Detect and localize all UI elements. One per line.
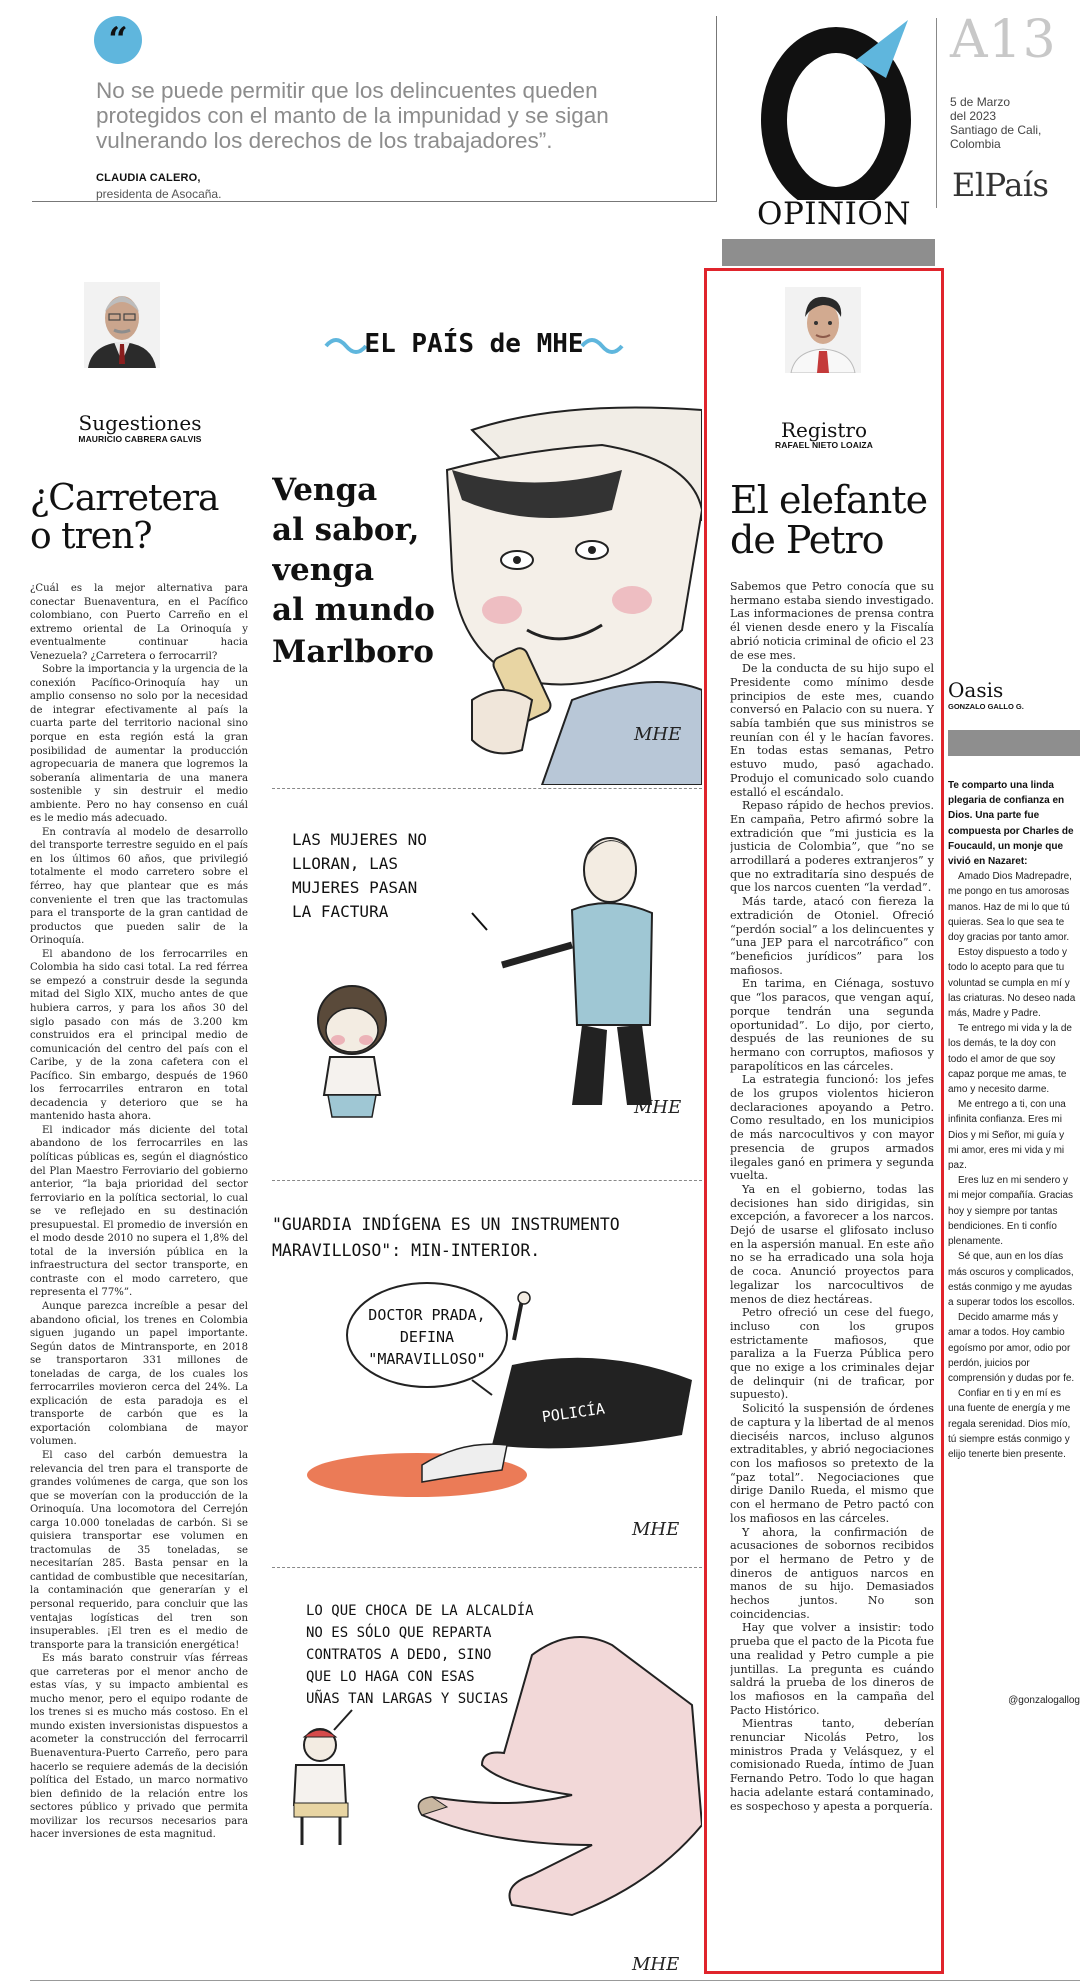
cartoon-caption-line1: Venga	[272, 472, 378, 508]
featured-quote	[32, 16, 717, 202]
cartoon-caption-line4: al mundo	[272, 592, 435, 628]
cartoon4-speech-line3: CONTRATOS A DEDO, SINO	[306, 1647, 492, 1663]
column-section-sugestiones: Sugestiones	[78, 411, 202, 435]
column-byline-rafael: RAFAEL NIETO LOAIZA	[775, 440, 873, 450]
header-divider-bar	[722, 239, 935, 266]
column-section-registro: Registro	[781, 418, 867, 442]
cartoon3-caption-line1: "GUARDIA INDÍGENA ES UN INSTRUMENTO	[272, 1215, 620, 1234]
article-headline-elefante: El elefante de Petro	[730, 478, 928, 562]
author-portrait-rafael	[785, 287, 861, 373]
header-vertical-rule	[936, 18, 937, 208]
cartoon3-caption-line2: MARAVILLOSO": MIN-INTERIOR.	[272, 1241, 541, 1260]
cartoon3-speech-line2: DEFINA	[399, 1328, 455, 1346]
cartoon-divider	[272, 1180, 702, 1181]
cartoon-title-text: EL PAÍS de MHE	[364, 329, 584, 359]
cartoon-divider	[272, 788, 702, 789]
quote-author: CLAUDIA CALERO,	[96, 172, 201, 184]
article-body-elefante: Sabemos que Petro conocía que su hermano estaba siendo investigado. Las informaciones de prensa contra él vienen desde enero y la Fiscalía abrió noticia criminal de oficio el 23 de ese mes. De la conducta de su hijo supo el Presidente como mínimo desde principios de este mes, cuando conversó en Palacio con su nuera. Y sabía también que sus ministros se reunían con él y le hacían favores. En todas estas semanas, Petro estuvo mudo, pasó agachado. Produjo el comunicado solo cuando estalló el escándalo. Repaso rápido de hechos previos. En campaña, Petro afirmó sobre la extradición que “mi justicia es la justicia de Colombia”, que “no se arrodillará a poderes extranjeros” y que no extraditaría sino después de que los narcos cuenten “la verdad”. Más tarde, atacó con fiereza la extradición de Otoniel. Ofreció “perdón social” a los delincuentes y “una JEP para el narcotráfico” con “beneficios jurídicos” para los mafiosos. En tarima, en Ciénaga, sostuvo que “los paracos, que vengan aquí, porque tendrán una segunda oportunidad”. Lo dijo, por cierto, después de las reuniones de su hermano con corruptos, mafiosos y parapolíticos en las cárceles. La estrategia funcionó: los jefes de los grupos violentos hicieron declaraciones apoyando a Petro. Como resultado, en los municipios de más narcocultivos y con mayor presencia de grupos armados ilegales ganó en primera y segunda vuelta. Ya en el gobierno, todas las decisiones han sido dirigidas, sin excepción, a favorecer a los narcos. Dejó de usarse el glifosato incluso en la aspersión manual. En este año no se ha erradicado una sola hoja de coca. Anunció proyectos para legalizar los narcocultivos de menos de diez hectáreas. Petro ofreció un cese del fuego, incluso con los grupos estrictamente mafiosos, que paraliza a la Fuerza Pública pero que no exige a los criminales dejar de delinquir (ni de traficar, por supuesto). Solicitó la suspensión de órdenes de captura y la libertad de al menos dieciséis narcos, incluso algunos extraditables, y abrió negociaciones con los mafiosos so pretexto de la “paz total”. Negociaciones que dirige Danilo Rueda, el mismo que con el hermano de Petro pactó con los mafiosos en las cárceles. Y ahora, la confirmación de acusaciones de sobornos recibidos por el hermano de Petro y de dineros de antiguos narcos en manos de su hijo. Demasiados hechos juntos. No son coincidencias. Hay que volver a insistir: todo prueba que el pacto de la Picota fue una realidad y Petro cumple a pie juntillas. La pregunta es cuándo saldrá la prueba de los dineros de los mafiosos en la campaña del Pacto Histórico. Mientras tanto, deberían renunciar Nicolás Petro, los ministros Prada y Velásquez, y el comisionado Rueda, íntimo de Juan Fernando Petro. Todo lo que hagan hacia adelante estará contaminado, es sospechoso y apesta a porquería.	[730, 580, 934, 1813]
cartoon4-signature: MHE	[632, 1954, 680, 1975]
cartoon2-speech-line1: LAS MUJERES NO	[292, 830, 427, 849]
article-body-carretera: ¿Cuál es la mejor alternativa para conectar Buenaventura, en el Pacífico colombiano, con Puerto Carreño en el extremo oriental de La Orinoquía y eventualmente continuar hacia Venezuela? ¿Carretera o ferrocarril? Sobre la importancia y la urgencia de la conexión Pacífico-Orinoquía hay un amplio consenso no solo por la necesidad de integrar efectivamente al país la cuarta parte del territorio nacional sino porque en esta región está la gran posibilidad de aumentar la producción agropecuaria de manera que logremos la soberanía alimentaria de una manera sostenible y sin destruir el medio ambiente. Pero no hay consenso en cuál es le medio más adecuado. En contravía al modelo de desarrollo del transporte terrestre seguido en el país en los últimos 60 años, que privilegió totalmente el modo carretero sobre el férreo, hay que plantear que es más conveniente el tren que las tractomulas para el transporte de la gran cantidad de productos que pueden salir de la Orinoquía. El abandono de los ferrocarriles en Colombia ha sido casi total. La red férrea se empezó a construir desde la segunda mitad del Siglo XIX, mucho antes de que hubiera carros, y para los años 30 del siglo pasado con más de 3.200 km construidos era el principal medio de comunicación del centro del país con el Caribe, y de la zona cafetera con el Pacífico. Sin embargo, después de 1960 los ferrocarriles entraron en total decadencia y deterioro que se ha mantenido hasta ahora. El indicador más diciente del total abandono de los ferrocarriles en las políticas públicas es, según el diagnóstico del Plan Maestro Ferroviario del gobierno anterior, “la baja prioridad del sector ferroviario en la política sectorial, lo cual se ve reflejado en su destinación presupuestal. El promedio de inversión en el modo desde 2010 no supera el 1,8% del total de la inversión pública en la infraestructura del sector transporte, en contraste con el modo carretero, que representa el 77%”. Aunque parezca increíble a pesar del abandono oficial, los trenes en Colombia siguen jugando un papel importante. Según datos de Mintransporte, en 2018 se transportaron 331 millones de toneladas de carga, de los cuales los ferrocarriles movieron cerca del 24%. La explicación de esta paradoja es el transporte de carbón que es la exportación colombiana de mayor volumen. El caso del carbón demuestra la relevancia del tren para el transporte de grandes volúmenes de carga, que son los que se moverían con la producción de la Orinoquía. Una locomotora del Cerrejón carga 10.000 toneladas de carbón. Si se quisiera transportar ese volumen en tractomulas de 35 toneladas, se necesitarían 285. Basta pensar en la cantidad de combustible que necesitarían, la contaminación que generarían y el personal requerido, para concluir que las ventajas logísticas del tren son insuperables. ¡El tren es el medio de transporte para la transición energética! Es más barato construir vías férreas que carreteras por el menor ancho de estas vías, y su impacto ambiental es mucho menor, pero el equipo rodante de los trenes si es mucho más costoso. En el mundo existen inversionistas dispuestos a acometer la construcción del ferrocarril Buenaventura-Puerto Carreño, pero para hacerlo se requiere además de la decisión política del Estado, un marco normativo bien definido de la relación entre los sectores público y privado que permita movilizar los recursos necesarios para hacer inversiones de esta magnitud.	[30, 583, 248, 1841]
wave-right-icon	[582, 340, 622, 352]
opinion-o-icon	[736, 20, 936, 200]
column-byline-gonzalo: GONZALO GALLO G.	[948, 702, 1024, 711]
section-title: OPINIÓN	[757, 196, 911, 232]
author-portrait-mauricio	[84, 282, 160, 368]
oasis-author-handle: @gonzalogallog	[1008, 1695, 1080, 1706]
cartoon3-speech-line1: DOCTOR PRADA,	[368, 1306, 486, 1324]
quote-text: No se puede permitir que los delincuentes queden protegidos con el manto de la impunidad y se sigan vulnerando los derechos de los trabajadores”.	[96, 78, 609, 153]
column-section-oasis: Oasis	[948, 678, 1004, 702]
cartoon2-speech-line3: MUJERES PASAN	[292, 878, 418, 897]
cartoon4-speech-line4: QUE LO HAGA CON ESAS	[306, 1669, 475, 1685]
cartoon4-speech-line5: UÑAS TAN LARGAS Y SUCIAS	[306, 1691, 509, 1707]
page-number: A13	[950, 10, 1057, 70]
cartoon2-speech-line2: LLORAN, LAS	[292, 854, 398, 873]
cartoon3-speech-line3: "MARAVILLOSO"	[368, 1350, 486, 1368]
cartoon-signature: MHE	[634, 724, 682, 745]
cartoon4-speech-line1: LO QUE CHOCA DE LA ALCALDÍA	[306, 1603, 534, 1619]
newspaper-brand: ElPaís	[952, 166, 1049, 204]
wave-left-icon	[326, 340, 366, 352]
cartoon3-police-label: POLICÍA	[540, 1399, 606, 1427]
cartoon3-signature: MHE	[632, 1519, 680, 1540]
cartoon-panel-mujeres	[272, 795, 702, 1135]
oasis-divider-bar	[948, 730, 1080, 756]
cartoon-panel-alcaldia	[272, 1585, 702, 1980]
cartoon-panel-marlboro	[272, 400, 702, 785]
cartoon-caption-line3: venga	[272, 552, 375, 588]
column-byline-mauricio: MAURICIO CABRERA GALVIS	[78, 434, 202, 444]
cartoon-panel-guardia	[272, 1190, 702, 1560]
quote-author-role: presidenta de Asocaña.	[96, 187, 222, 201]
oasis-intro: Te comparto una linda plegaria de confianza en Dios. Una parte fue compuesta por Charles de Foucauld, un monje que vivió en Nazaret:	[948, 780, 1074, 868]
cartoon-divider	[272, 1567, 702, 1568]
cartoon2-speech-line4: LA FACTURA	[292, 902, 389, 921]
cartoon4-speech-line2: NO ES SÓLO QUE REPARTA	[306, 1625, 492, 1641]
cartoon2-signature: MHE	[634, 1097, 682, 1118]
cartoon-caption-line2: al sabor,	[272, 512, 420, 548]
edition-date: 5 de Marzo del 2023 Santiago de Cali, Colombia	[950, 95, 1042, 151]
cartoon-section-title	[322, 318, 627, 366]
page-bottom-rule	[30, 1980, 1080, 1981]
oasis-body: Te comparto una linda plegaria de confianza en Dios. Una parte fue compuesta por Charles de Foucauld, un monje que vivió en Nazaret: Amado Dios Madrepadre, me pongo en tus amorosas manos. Haz de mi lo que tú quieras. Sea lo que sea te doy gracias por tanto amor. Estoy dispuesto a todo y todo lo acepto para que tu voluntad se cumpla en mí y las criaturas. No deseo nada más, Madre y Padre. Te entrego mi vida y la de los demás, te la doy con todo el amor de que soy capaz porque me amas, te amo y necesito darme. Me entrego a ti, con una infinita confianza. Eres mi Dios y mi Señor, mi guía y mi amor, eres mi vida y mi paz. Eres luz en mi sendero y mi mejor compañía. Gracias hoy y siempre por tantas bendiciones. En ti confío plenamente. Sé que, aun en los días más oscuros y complicados, estás conmigo y me ayudas a superar todos los escollos. Decido amarme más y amar a todos. Hoy cambio egoísmo por amor, odio por perdón, juicios por comprensión y dudas por fe. Confiar en ti y en mí es una fuente de energía y me regala serenidad. Dios mío, tú siempre estás conmigo y elijo tenerte bien presente.	[948, 780, 1076, 1460]
article-headline-carretera: ¿Carretera o tren?	[30, 478, 219, 557]
cartoon-caption-line5: Marlboro	[272, 634, 434, 670]
quote-mark-icon: “	[94, 16, 142, 64]
